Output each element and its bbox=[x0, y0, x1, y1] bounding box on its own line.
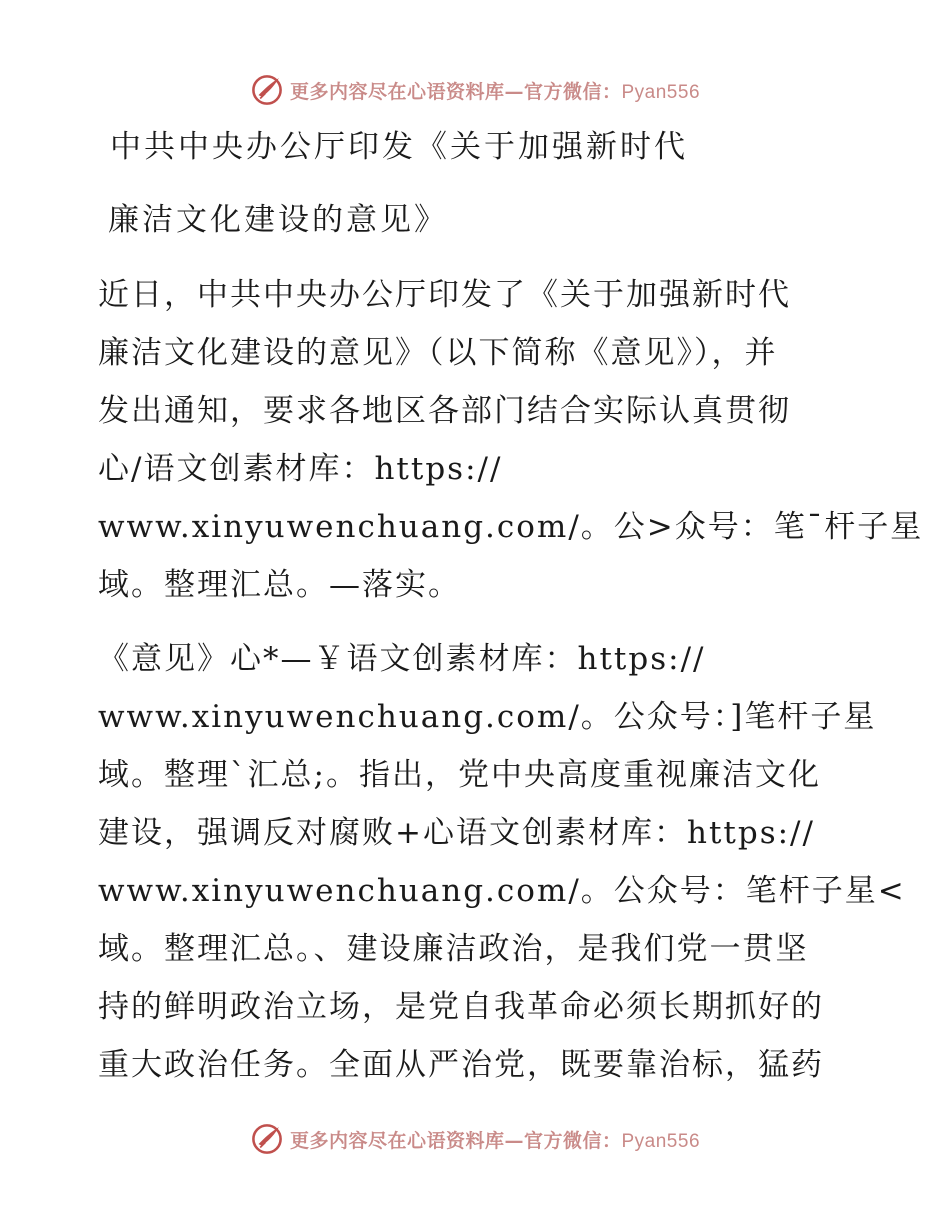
document-title-line-2: 廉洁文化建设的意见》 bbox=[108, 202, 448, 238]
text-line: 廉洁文化建设的意见》（以下简称《意见》），并 bbox=[98, 335, 778, 371]
text-line: 持的鲜明政治立场，是党自我革命必须长期抓好的 bbox=[98, 989, 824, 1025]
text-line: 域。整理汇总。—落实。 bbox=[98, 567, 461, 603]
document-title-line-1: 中共中央办公厅印发《关于加强新时代 bbox=[110, 129, 688, 165]
banner-text: 更多内容尽在心语资料库—官方微信：Pyan556 bbox=[289, 80, 701, 103]
text-line: www.xinyuwenchuang.com/。公>众号：笔¯杆子星 bbox=[98, 509, 924, 545]
paragraph-1 bbox=[98, 266, 924, 614]
text-line: 域。整理汇总。、建设廉洁政治，是我们党一贯坚 bbox=[98, 931, 809, 967]
text-line: 心/语文创素材库：https:// bbox=[98, 451, 503, 487]
text-line: www.xinyuwenchuang.com/。公众号：笔杆子星< bbox=[98, 873, 906, 909]
text-line: www.xinyuwenchuang.com/。公众号：]笔杆子星 bbox=[98, 699, 877, 735]
banner-text: 更多内容尽在心语资料库—官方微信：Pyan556 bbox=[289, 1129, 701, 1152]
text-line: 重大政治任务。全面从严治党，既要靠治标，猛药 bbox=[98, 1047, 824, 1083]
quill-seal-icon bbox=[250, 1122, 284, 1156]
text-line: 域。整理`汇总;。指出，党中央高度重视廉洁文化 bbox=[98, 757, 821, 793]
footer-banner bbox=[0, 1119, 950, 1159]
text-line: 近日，中共中央办公厅印发了《关于加强新时代 bbox=[98, 277, 791, 313]
quill-seal-icon bbox=[250, 73, 284, 107]
header-banner bbox=[0, 70, 950, 110]
paragraph-2 bbox=[98, 630, 906, 1094]
text-line: 发出通知，要求各地区各部门结合实际认真贯彻 bbox=[98, 393, 791, 429]
text-line: 《意见》心*—￥语文创素材库：https:// bbox=[98, 641, 706, 677]
text-line: 建设，强调反对腐败+心语文创素材库：https:// bbox=[98, 815, 815, 851]
